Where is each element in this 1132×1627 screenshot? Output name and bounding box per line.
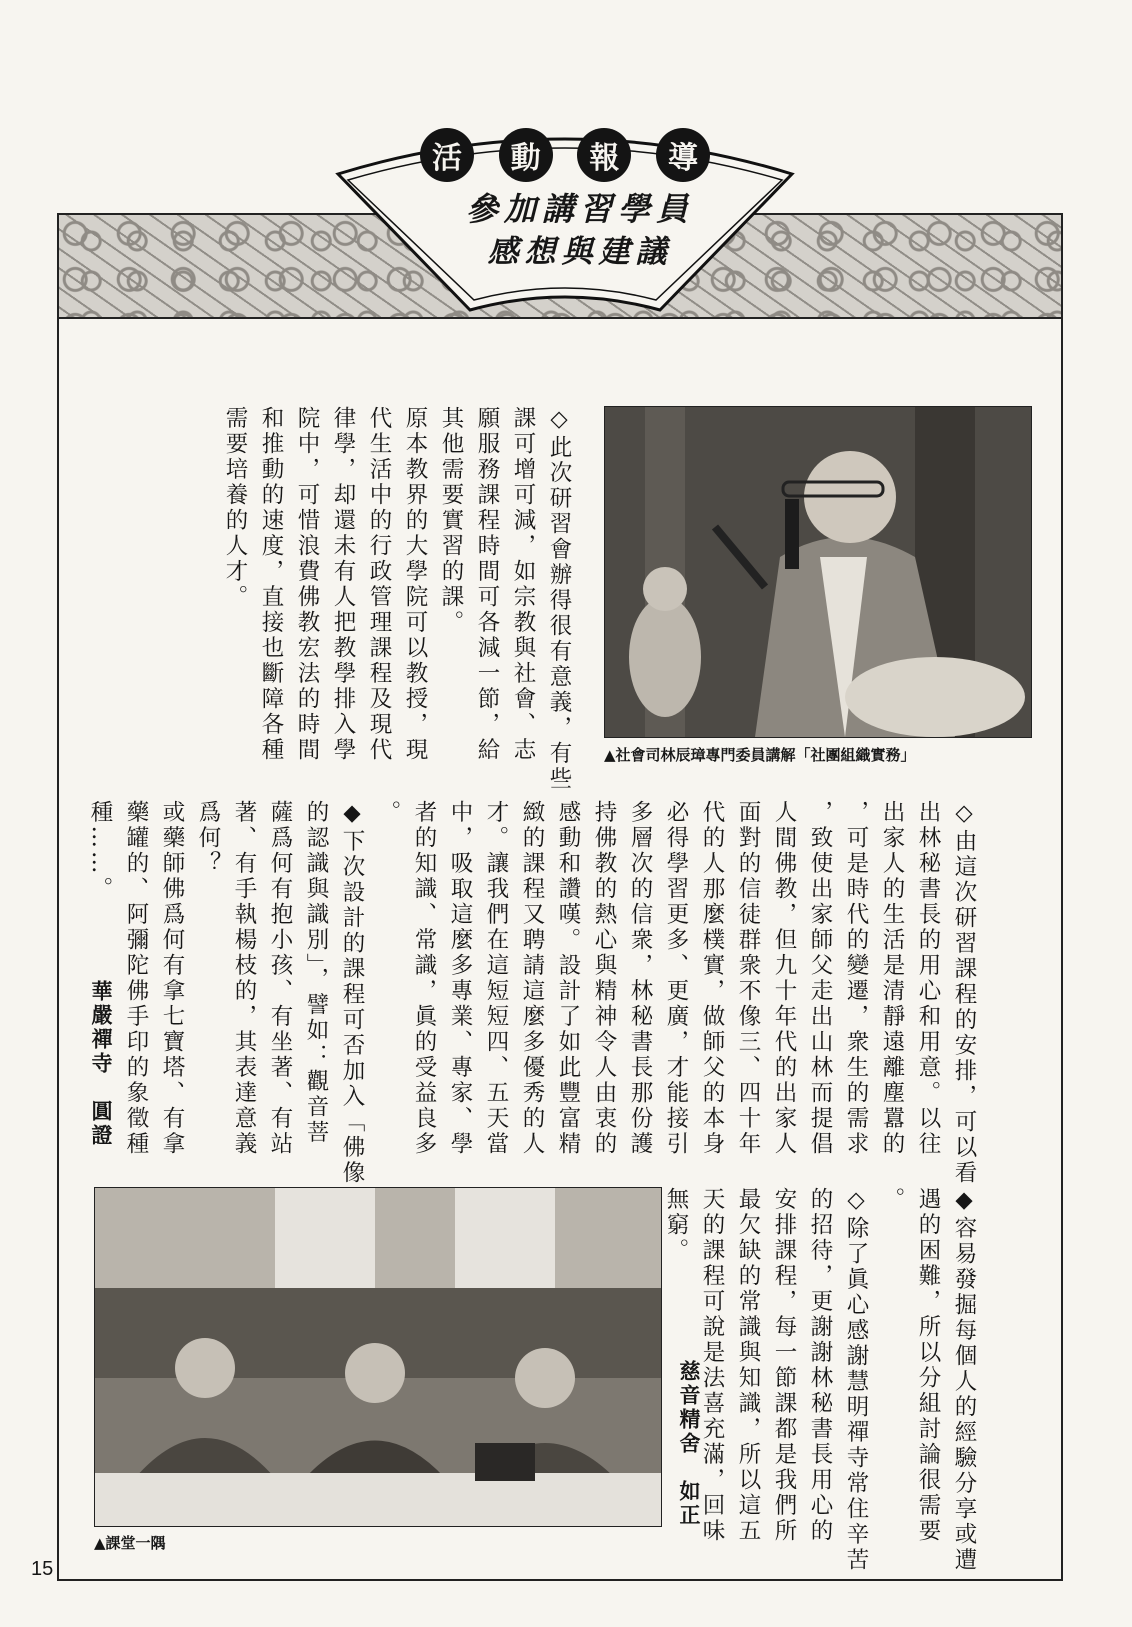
title-char: 活 [420,128,474,182]
section-title [420,128,710,188]
article-title-line2: 感想與建議 [487,234,673,270]
article-2-text: ◇由這次研習課程的安排，可以看 出林秘書長的用心和用意。以往 出家人的生活是清靜遠離塵囂的 ，可是時代的變遷，衆生的需求 ，致使出家師父走出山林而提倡 人間佛教，但九十年代的出家人 面對的信徒群衆不像三、四十年 代的人那麼樸實，做師父的本身 必得學習更多、更廣，才能接引 多層次的信衆，林秘書長那份護 持佛教的熱心與精神令人由衷的 感動和讚嘆。設計了如此豐富精 緻的課程又聘請這麼多優秀的人 才。讓我們在這短短四、五天當 中，吸取這麼多專業、專家、學 者的知識、常識，眞的受益良多 。 ◆下次設計的課程可否加入「佛像 的認識與識別」，譬如：觀音菩 薩爲何有抱小孩、有坐著、有站 著、有手執楊枝的，其表達意義 爲何？ 或藥師佛爲何有拿七寶塔、有拿 藥罐的、阿彌陀佛手印的象徵種 種……。 [87,800,977,1186]
article-title-line1: 參加講習學員 [465,190,694,228]
title-char: 報 [577,128,631,182]
bottom-photo-caption: ▲課堂一隅 [94,1534,166,1552]
article-2-signature: 華嚴禪寺 圓證 [89,980,114,1148]
title-char: 導 [656,128,710,182]
article-1-text: ◇此次研習會辦得很有意義，有些 課可增可減，如宗教與社會、志 願服務課程時間可各減一節，給 其他需要實習的課。 原本教界的大學院可以教授，現 代生活中的行政管理課程及現代 律學，却還未有人把教學排入學 院中，可惜浪費佛教宏法的時間 和推動的速度，直接也斷障各種 需要培養的人才。 [222,406,572,792]
article-3-text: ◆容易發掘每個人的經驗分享或遭 遇的困難，所以分組討論很需要 。 ◇除了眞心感謝慧明禪寺常住辛苦 的招待，更謝謝林秘書長用心的 安排課程，每一節課都是我們所 最欠缺的常識與知識，所以這五 天的課程可說是法喜充滿，回味 無窮。 [663,1187,977,1573]
speaker-photo [604,406,1032,738]
classroom-photo [94,1187,662,1527]
page-number: 15 [31,1558,54,1580]
title-char: 動 [499,128,553,182]
top-photo-caption: ▲社會司林辰璋專門委員講解「社團組織實務」 [604,746,916,764]
article-3-signature: 慈音精舍 如正 [677,1360,702,1528]
